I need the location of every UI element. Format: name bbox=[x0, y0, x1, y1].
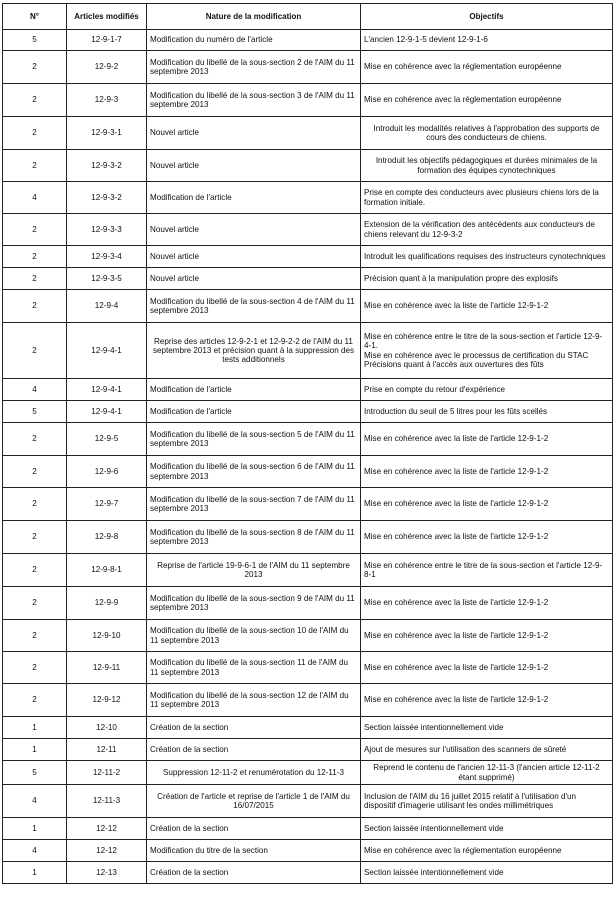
table-row bbox=[3, 521, 613, 554]
row-objective: Mise en cohérence avec la liste de l'article 12-9-1-2 bbox=[361, 652, 613, 684]
table-row bbox=[3, 684, 613, 717]
table-row bbox=[3, 379, 613, 401]
row-number: 4 bbox=[3, 182, 67, 214]
row-objective: Ajout de mesures sur l'utilisation des scanners de sûreté bbox=[361, 739, 613, 761]
row-objective: Prise en compte du retour d'expérience bbox=[361, 379, 613, 401]
row-nature: Modification du libellé de la sous-section 3 de l'AIM du 11 septembre 2013 bbox=[147, 84, 361, 117]
table-row bbox=[3, 30, 613, 51]
row-number: 4 bbox=[3, 379, 67, 401]
row-article: 12-9-3-2 bbox=[67, 182, 147, 214]
row-article: 12-9-5 bbox=[67, 423, 147, 456]
row-article: 12-9-3-5 bbox=[67, 268, 147, 290]
row-objective: Mise en cohérence avec la réglementation européenne bbox=[361, 51, 613, 84]
row-objective: Section laissée intentionnellement vide bbox=[361, 862, 613, 884]
row-number: 5 bbox=[3, 761, 67, 785]
row-article: 12-9-3-4 bbox=[67, 246, 147, 268]
row-objective: Introduit les objectifs pédagogiques et durées minimales de la formation des équipes cynotechniques bbox=[361, 150, 613, 182]
table-row bbox=[3, 182, 613, 214]
row-number: 5 bbox=[3, 401, 67, 423]
row-nature: Modification du libellé de la sous-section 10 de l'AIM du 11 septembre 2013 bbox=[147, 620, 361, 652]
table-row bbox=[3, 51, 613, 84]
row-objective: Mise en cohérence avec la liste de l'article 12-9-1-2 bbox=[361, 290, 613, 323]
row-nature: Modification du libellé de la sous-section 7 de l'AIM du 11 septembre 2013 bbox=[147, 488, 361, 521]
row-nature: Modification du libellé de la sous-section 2 de l'AIM du 11 septembre 2013 bbox=[147, 51, 361, 84]
row-nature: Nouvel article bbox=[147, 150, 361, 182]
row-objective: Reprend le contenu de l'ancien 12-11-3 (l'ancien article 12-11-2 étant supprimé) bbox=[361, 761, 613, 785]
row-nature: Nouvel article bbox=[147, 117, 361, 150]
table-row bbox=[3, 587, 613, 620]
row-nature: Modification de l'article bbox=[147, 401, 361, 423]
row-number: 2 bbox=[3, 117, 67, 150]
row-objective: Mise en cohérence avec la liste de l'article 12-9-1-2 bbox=[361, 587, 613, 620]
row-nature: Suppression 12-11-2 et renumérotation du 12-11-3 bbox=[147, 761, 361, 785]
table-row bbox=[3, 488, 613, 521]
row-article: 12-9-8-1 bbox=[67, 554, 147, 587]
row-objective: Mise en cohérence avec la liste de l'article 12-9-1-2 bbox=[361, 684, 613, 717]
row-number: 1 bbox=[3, 818, 67, 840]
row-number: 2 bbox=[3, 652, 67, 684]
row-nature: Modification du libellé de la sous-section 9 de l'AIM du 11 septembre 2013 bbox=[147, 587, 361, 620]
row-nature: Modification de l'article bbox=[147, 182, 361, 214]
row-objective: Mise en cohérence entre le titre de la sous-section et l'article 12-9-4-1. Mise en cohérence avec le processus de certification du STAC Précisions quant à l'accès aux ouvertures des fûts bbox=[361, 323, 613, 379]
table-row bbox=[3, 150, 613, 182]
row-number: 2 bbox=[3, 587, 67, 620]
row-objective: Mise en cohérence avec la liste de l'article 12-9-1-2 bbox=[361, 456, 613, 488]
header-articles: Articles modifiés bbox=[67, 4, 147, 30]
row-nature: Modification du libellé de la sous-section 4 de l'AIM du 11 septembre 2013 bbox=[147, 290, 361, 323]
row-article: 12-9-4-1 bbox=[67, 379, 147, 401]
row-objective: Mise en cohérence avec la liste de l'article 12-9-1-2 bbox=[361, 521, 613, 554]
row-objective: Précision quant à la manipulation propre des explosifs bbox=[361, 268, 613, 290]
table-row bbox=[3, 214, 613, 246]
row-number: 5 bbox=[3, 30, 67, 51]
row-number: 2 bbox=[3, 268, 67, 290]
row-article: 12-9-12 bbox=[67, 684, 147, 717]
row-article: 12-10 bbox=[67, 717, 147, 739]
row-article: 12-9-4-1 bbox=[67, 323, 147, 379]
row-objective: Mise en cohérence avec la réglementation européenne bbox=[361, 84, 613, 117]
table-row bbox=[3, 717, 613, 739]
row-nature: Création de la section bbox=[147, 818, 361, 840]
row-number: 4 bbox=[3, 840, 67, 862]
table-row bbox=[3, 620, 613, 652]
row-objective: Introduit les qualifications requises des instructeurs cynotechniques bbox=[361, 246, 613, 268]
row-objective: Mise en cohérence avec la liste de l'article 12-9-1-2 bbox=[361, 423, 613, 456]
row-number: 2 bbox=[3, 51, 67, 84]
row-nature: Nouvel article bbox=[147, 246, 361, 268]
table-row bbox=[3, 456, 613, 488]
row-objective: Mise en cohérence entre le titre de la sous-section et l'article 12-9-8-1 bbox=[361, 554, 613, 587]
row-number: 2 bbox=[3, 246, 67, 268]
row-article: 12-12 bbox=[67, 818, 147, 840]
row-objective: L'ancien 12-9-1-5 devient 12-9-1-6 bbox=[361, 30, 613, 51]
table-row bbox=[3, 423, 613, 456]
modifications-sheet bbox=[2, 3, 612, 884]
row-objective: Introduit les modalités relatives à l'approbation des supports de cours des conducteurs de chiens. bbox=[361, 117, 613, 150]
row-article: 12-9-4 bbox=[67, 290, 147, 323]
table-row bbox=[3, 268, 613, 290]
row-number: 2 bbox=[3, 84, 67, 117]
row-nature: Modification du libellé de la sous-section 5 de l'AIM du 11 septembre 2013 bbox=[147, 423, 361, 456]
row-article: 12-11-2 bbox=[67, 761, 147, 785]
row-article: 12-9-11 bbox=[67, 652, 147, 684]
row-number: 2 bbox=[3, 290, 67, 323]
row-objective: Mise en cohérence avec la réglementation européenne bbox=[361, 840, 613, 862]
table-header-row bbox=[3, 4, 613, 30]
row-article: 12-9-4-1 bbox=[67, 401, 147, 423]
row-number: 2 bbox=[3, 521, 67, 554]
row-article: 12-9-3-3 bbox=[67, 214, 147, 246]
table-row bbox=[3, 652, 613, 684]
table-row bbox=[3, 739, 613, 761]
row-article: 12-9-1-7 bbox=[67, 30, 147, 51]
row-article: 12-9-6 bbox=[67, 456, 147, 488]
row-article: 12-11 bbox=[67, 739, 147, 761]
table-row bbox=[3, 818, 613, 840]
table-row bbox=[3, 84, 613, 117]
row-objective: Prise en compte des conducteurs avec plusieurs chiens lors de la formation initiale. bbox=[361, 182, 613, 214]
header-number: N° bbox=[3, 4, 67, 30]
table-row bbox=[3, 401, 613, 423]
row-objective: Inclusion de l'AIM du 16 juillet 2015 relatif à l'utilisation d'un dispositif d'imagerie utilisant les ondes millimétriques bbox=[361, 785, 613, 818]
row-objective: Section laissée intentionnellement vide bbox=[361, 717, 613, 739]
row-objective: Mise en cohérence avec la liste de l'article 12-9-1-2 bbox=[361, 620, 613, 652]
row-objective: Extension de la vérification des antécédents aux conducteurs de chiens relevant du 12-9-3-2 bbox=[361, 214, 613, 246]
table-row bbox=[3, 761, 613, 785]
table-row bbox=[3, 785, 613, 818]
row-nature: Modification du numéro de l'article bbox=[147, 30, 361, 51]
row-number: 1 bbox=[3, 739, 67, 761]
row-nature: Création de la section bbox=[147, 717, 361, 739]
row-number: 2 bbox=[3, 456, 67, 488]
row-article: 12-9-3-2 bbox=[67, 150, 147, 182]
row-number: 4 bbox=[3, 785, 67, 818]
row-nature: Modification de l'article bbox=[147, 379, 361, 401]
row-article: 12-9-9 bbox=[67, 587, 147, 620]
row-nature: Modification du libellé de la sous-section 8 de l'AIM du 11 septembre 2013 bbox=[147, 521, 361, 554]
table-row bbox=[3, 246, 613, 268]
row-nature: Modification du titre de la section bbox=[147, 840, 361, 862]
row-nature: Nouvel article bbox=[147, 214, 361, 246]
row-number: 2 bbox=[3, 620, 67, 652]
table-row bbox=[3, 840, 613, 862]
row-nature: Modification du libellé de la sous-section 11 de l'AIM du 11 septembre 2013 bbox=[147, 652, 361, 684]
table-row bbox=[3, 290, 613, 323]
row-article: 12-9-10 bbox=[67, 620, 147, 652]
row-nature: Création de la section bbox=[147, 862, 361, 884]
row-article: 12-9-7 bbox=[67, 488, 147, 521]
row-nature: Création de l'article et reprise de l'article 1 de l'AIM du 16/07/2015 bbox=[147, 785, 361, 818]
row-number: 2 bbox=[3, 423, 67, 456]
row-objective: Mise en cohérence avec la liste de l'article 12-9-1-2 bbox=[361, 488, 613, 521]
row-nature: Création de la section bbox=[147, 739, 361, 761]
row-article: 12-9-2 bbox=[67, 51, 147, 84]
row-article: 12-9-3-1 bbox=[67, 117, 147, 150]
row-nature: Reprise des articles 12-9-2-1 et 12-9-2-2 de l'AIM du 11 septembre 2013 et précision quant à la suppression des tests additionnels bbox=[147, 323, 361, 379]
row-number: 2 bbox=[3, 488, 67, 521]
row-article: 12-13 bbox=[67, 862, 147, 884]
row-number: 2 bbox=[3, 554, 67, 587]
row-number: 2 bbox=[3, 684, 67, 717]
table-row bbox=[3, 554, 613, 587]
row-number: 1 bbox=[3, 717, 67, 739]
table-row bbox=[3, 862, 613, 884]
row-nature: Reprise de l'article 19-9-6-1 de l'AIM du 11 septembre 2013 bbox=[147, 554, 361, 587]
row-number: 2 bbox=[3, 214, 67, 246]
table-row bbox=[3, 323, 613, 379]
row-number: 2 bbox=[3, 150, 67, 182]
row-objective: Section laissée intentionnellement vide bbox=[361, 818, 613, 840]
row-number: 1 bbox=[3, 862, 67, 884]
row-article: 12-9-8 bbox=[67, 521, 147, 554]
table-row bbox=[3, 117, 613, 150]
row-nature: Modification du libellé de la sous-section 12 de l'AIM du 11 septembre 2013 bbox=[147, 684, 361, 717]
header-nature: Nature de la modification bbox=[147, 4, 361, 30]
header-objectives: Objectifs bbox=[361, 4, 613, 30]
row-article: 12-9-3 bbox=[67, 84, 147, 117]
row-nature: Modification du libellé de la sous-section 6 de l'AIM du 11 septembre 2013 bbox=[147, 456, 361, 488]
row-number: 2 bbox=[3, 323, 67, 379]
row-article: 12-11-3 bbox=[67, 785, 147, 818]
row-objective: Introduction du seuil de 5 litres pour les fûts scellés bbox=[361, 401, 613, 423]
modifications-table bbox=[2, 3, 613, 884]
row-article: 12-12 bbox=[67, 840, 147, 862]
row-nature: Nouvel article bbox=[147, 268, 361, 290]
